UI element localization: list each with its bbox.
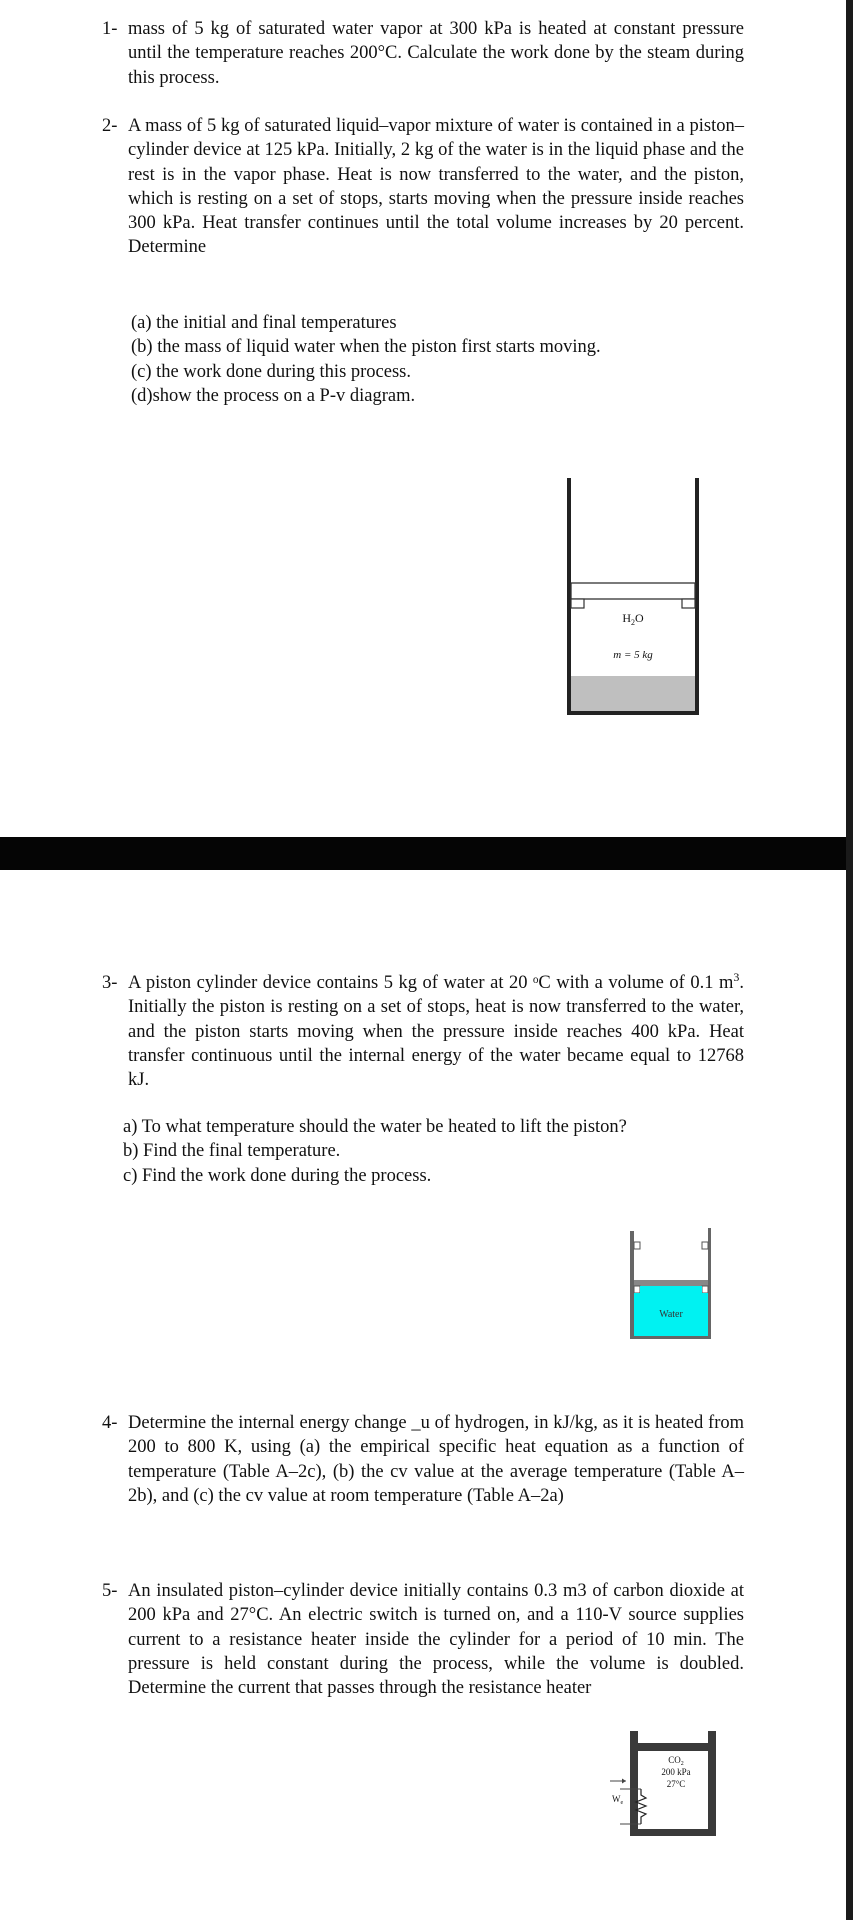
problem-2-part-d: (d)show the process on a P-v diagram.: [131, 385, 416, 406]
cylinder-bottom: [630, 1336, 711, 1339]
problem-3-parts: [123, 1115, 627, 1188]
cylinder-bottom: [567, 711, 699, 715]
document-page-2: [0, 870, 846, 1920]
problem-3-part-a: a) To what temperature should the water be heated to lift the piston?: [123, 1117, 627, 1137]
upper-left-stop: [634, 1242, 640, 1249]
problem-2-text: A mass of 5 kg of saturated liquid–vapor mixture of water is contained in a piston–cylinder device at 125 kPa. Initially, 2 kg of the water is in the liquid phase and the rest is in the vapor phase. Heat is now transferred to the water, and the piston, which is resting on a set of stops, starts moving when the pressure inside reaches 300 kPa. Heat transfer continues until the total volume increases by 20 percent. Determine: [128, 116, 744, 258]
lower-right-stop: [702, 1286, 708, 1293]
gas-label: $CO_2$: [668, 1755, 684, 1767]
piston: [571, 583, 695, 599]
problem-1-text: mass of 5 kg of saturated water vapor at 300 kPa is heated at constant pressure until the temperature reaches 200°C. Calculate the work done by the steam during this process.: [128, 19, 744, 88]
problem-2: [102, 114, 744, 260]
liquid-water-region: [571, 676, 695, 711]
temperature-label: 27°C: [666, 1779, 686, 1789]
insulation-right: [708, 1731, 716, 1835]
problem-2-part-c: (c) the work done during this process.: [131, 361, 412, 382]
problem-2-parts: [131, 311, 601, 408]
right-stop: [682, 599, 695, 608]
problem-5-number: 5-: [102, 1581, 118, 1601]
pressure-label: 200 kPa: [661, 1767, 691, 1777]
piston: [638, 1743, 708, 1751]
cylinder-left-wall: [630, 1231, 634, 1339]
problem-3-part-c: c) Find the work done during the process.: [123, 1165, 432, 1186]
problem-3-text: A piston cylinder device contains 5 kg of water at 20 ᵒC with a volume of 0.1 $m^3$. Initially the piston is resting on a set of stops, heat is now transferred to the water, and the piston starts moving when the pressure inside reaches 400 kPa. Heat transfer continuous until the internal energy of the water became equal to 12768 kJ.: [128, 969, 744, 1091]
problem-2-part-b: (b) the mass of liquid water when the piston first starts moving.: [131, 337, 601, 358]
problem-3-number: 3-: [102, 973, 118, 993]
left-stop: [571, 599, 584, 608]
problem-2-part-a: (a) the initial and final temperatures: [131, 313, 397, 333]
upper-right-stop: [702, 1242, 708, 1249]
water-label: Water: [659, 1309, 683, 1320]
piston: [634, 1280, 708, 1286]
problem-5-insulated-cylinder-figure: [606, 1729, 721, 1839]
problem-3-part-b: b) Find the final temperature.: [123, 1141, 341, 1162]
page-edge-shadow: [846, 0, 853, 1920]
lower-left-stop: [634, 1286, 640, 1293]
mass-label: m = 5 kg: [613, 649, 653, 661]
problem-3-piston-cylinder-figure: [628, 1228, 718, 1343]
electrical-work-label: $W_e$: [612, 1794, 624, 1806]
insulation-left: [630, 1731, 638, 1835]
problem-3: [102, 971, 744, 1092]
substance-label: $H_2O$: [622, 611, 644, 627]
work-arrow-icon: [622, 1779, 626, 1784]
page-separator: [0, 837, 853, 870]
problem-4-text: Determine the internal energy change _u of hydrogen, in kJ/kg, as it is heated from 200 to 800 K, using (a) the empirical specific heat equation as a function of temperature (Table A–2c), (b) the cv value at the average temperature (Table A–2b), and (c) the cv value at room temperature (Table A–2a): [128, 1413, 744, 1506]
problem-1: [102, 17, 744, 90]
problem-5-text: An insulated piston–cylinder device initially contains 0.3 m3 of carbon dioxide at 200 kPa and 27°C. An electric switch is turned on, and a 110-V source supplies current to a resistance heater inside the cylinder for a period of 10 min. The pressure is held constant during the process, while the volume is doubled. Determine the current that passes through the resistance heater: [128, 1581, 744, 1699]
problem-5: [102, 1579, 744, 1700]
insulation-bottom: [630, 1829, 716, 1836]
document-page-1: [0, 0, 846, 837]
problem-4-number: 4-: [102, 1413, 118, 1433]
problem-2-piston-cylinder-figure: [560, 475, 710, 720]
problem-2-number: 2-: [102, 116, 118, 136]
problem-4: [102, 1411, 744, 1508]
problem-1-number: 1-: [102, 19, 118, 39]
